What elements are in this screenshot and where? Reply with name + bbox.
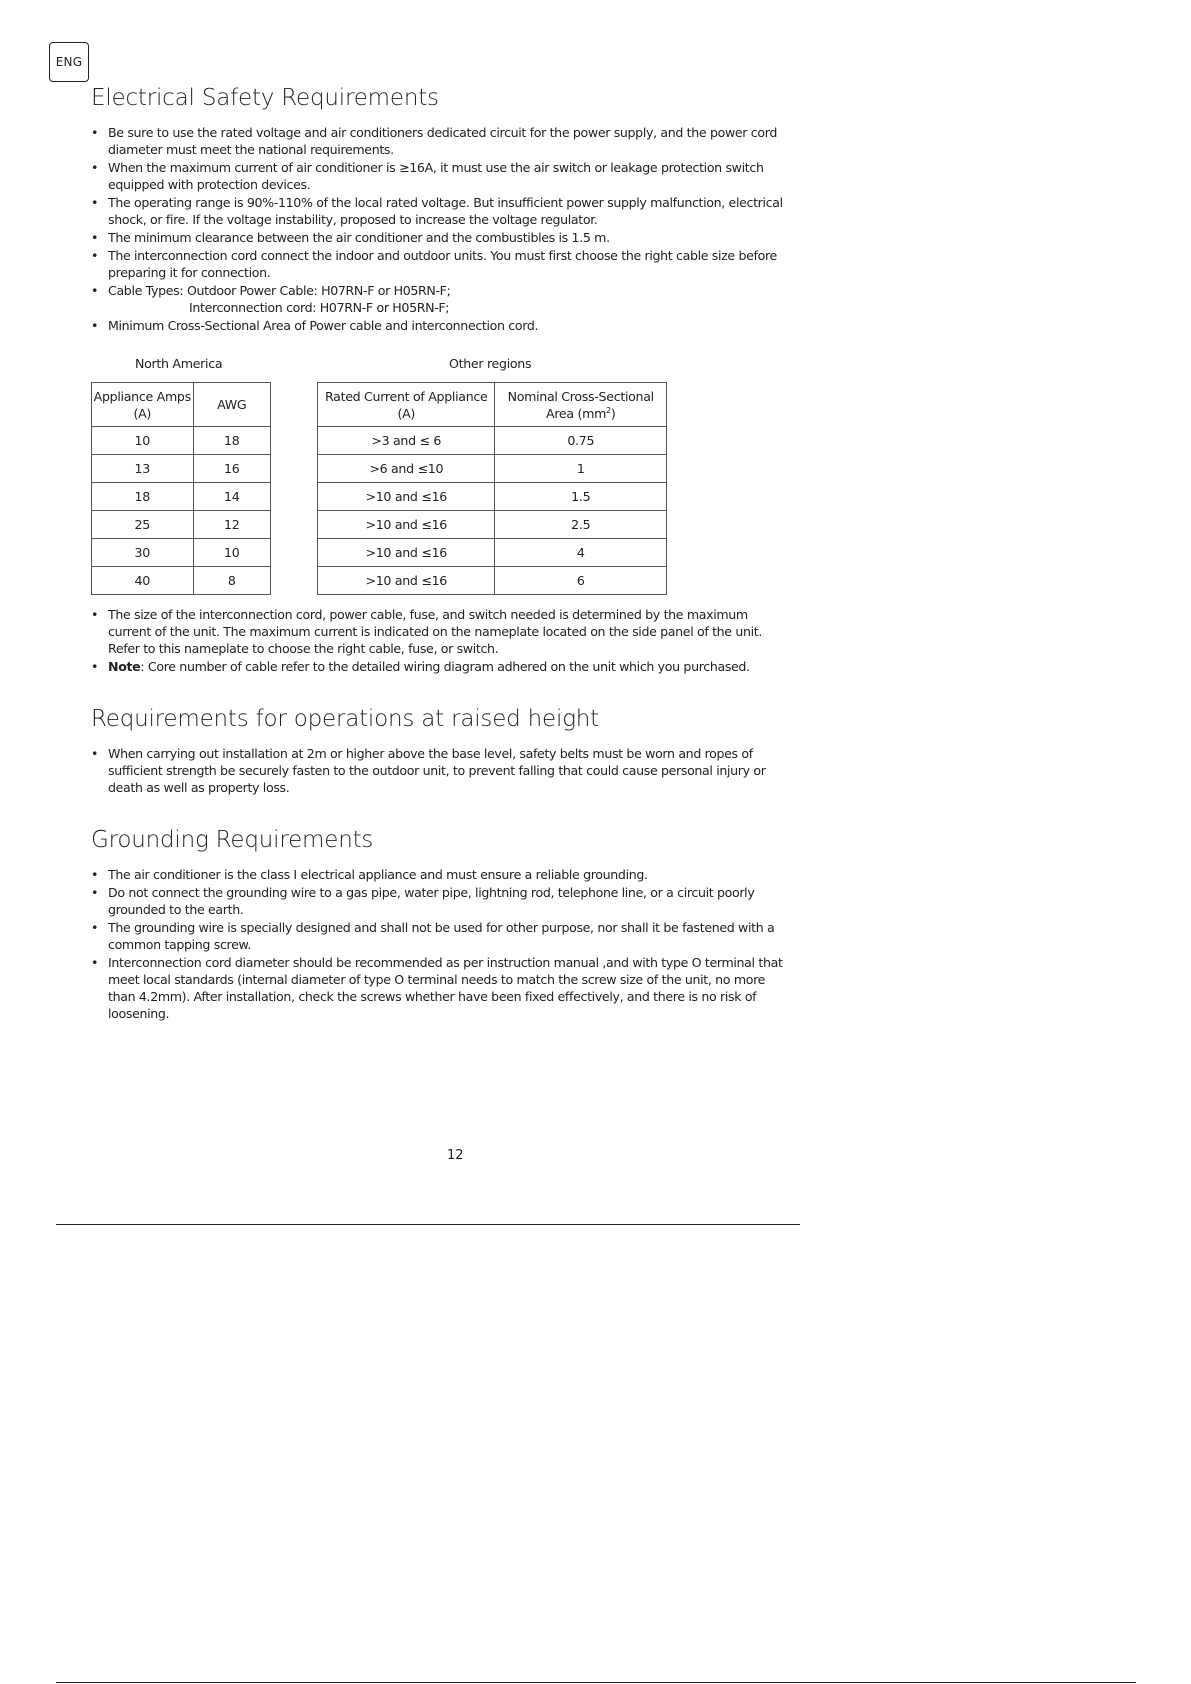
table-cell: 40 [92,567,194,595]
table-row [318,511,667,539]
header-cross-sectional-area [495,383,667,427]
north-america-table [91,382,271,595]
table-cell: >10 and ≤16 [318,511,495,539]
list-item: • The interconnection cord connect the indoor and outdoor units. You must first choose the right cable size before preparing it for connection. [91,247,791,281]
cable-types-line1: Cable Types: Outdoor Power Cable: H07RN-F or H05RN-F; [108,283,451,298]
list-item: • The size of the interconnection cord, power cable, fuse, and switch needed is determined by the maximum current of the unit. The maximum current is indicated on the nameplate located on the side panel of the unit. Refer to this nameplate to choose the right cable, fuse, or switch. [91,606,791,657]
list-item: • Interconnection cord diameter should be recommended as per instruction manual ,and with type O terminal that meet local standards (internal diameter of type O terminal needs to match the screw size of the unit, no more than 4.2mm). After installation, check the screws whether have been fixed effectively, and there is no risk of loosening. [91,954,791,1022]
other-regions-caption: Other regions [449,356,532,371]
table-cell: 10 [193,539,270,567]
header-awg: AWG [193,383,270,427]
table-row [318,455,667,483]
table-cell: 25 [92,511,194,539]
electrical-safety-list [91,124,791,334]
table-row [92,567,271,595]
table-cell: 16 [193,455,270,483]
table-cell: 18 [92,483,194,511]
table-row [92,539,271,567]
cable-notes-list [91,606,791,675]
table-cell: >10 and ≤16 [318,483,495,511]
note-text: : Core number of cable refer to the detailed wiring diagram adhered on the unit which you purchased. [140,659,750,674]
table-row [92,427,271,455]
list-item: • When carrying out installation at 2m or higher above the base level, safety belts must be worn and ropes of sufficient strength be securely fasten to the outdoor unit, to prevent falling that could cause personal injury or death as well as property loss. [91,745,791,796]
page-number: 12 [447,1148,464,1163]
cable-tables [91,356,791,606]
table-cell: 18 [193,427,270,455]
page-divider [56,1224,800,1225]
table-cell: 4 [495,539,667,567]
table-cell: >10 and ≤16 [318,539,495,567]
table-header-row [92,383,271,427]
table-cell: 1.5 [495,483,667,511]
list-item: • The grounding wire is specially designed and shall not be used for other purpose, nor shall it be fastened with a common tapping screw. [91,919,791,953]
grounding-section [91,826,791,1022]
table-cell: >3 and ≤ 6 [318,427,495,455]
electrical-safety-title: Electrical Safety Requirements [91,85,439,111]
header-area-sup: 2 [606,405,611,415]
header-area-close: ) [610,405,616,421]
table-row [318,483,667,511]
list-item: • The air conditioner is the class I electrical appliance and must ensure a reliable grounding. [91,866,791,883]
list-item: • Be sure to use the rated voltage and air conditioners dedicated circuit for the power supply, and the power cord diameter must meet the national requirements. [91,124,791,158]
page-content [91,84,791,1023]
table-row [318,427,667,455]
table-cell: 14 [193,483,270,511]
header-appliance-amps: Appliance Amps (A) [92,383,194,427]
table-cell: 10 [92,427,194,455]
list-item: • The minimum clearance between the air conditioner and the combustibles is 1.5 m. [91,229,791,246]
table-cell: 0.75 [495,427,667,455]
note-label: Note [108,659,141,674]
table-header-row [318,383,667,427]
table-cell: >10 and ≤16 [318,567,495,595]
list-item: • When the maximum current of air conditioner is ≥16A, it must use the air switch or leakage protection switch equipped with protection devices. [91,159,791,193]
header-area-text: Nominal Cross-Sectional Area (mm [507,388,654,421]
list-item: • The operating range is 90%-110% of the local rated voltage. But insufficient power supply malfunction, electrical shock, or fire. If the voltage instability, proposed to increase the voltage regulator. [91,194,791,228]
bottom-divider [56,1682,1136,1683]
header-rated-current: Rated Current of Appliance (A) [318,383,495,427]
table-cell: >6 and ≤10 [318,455,495,483]
grounding-title: Grounding Requirements [91,827,374,853]
table-row [92,483,271,511]
table-cell: 13 [92,455,194,483]
raised-height-section [91,705,791,796]
list-item-note [91,658,791,675]
table-cell: 12 [193,511,270,539]
cable-types-line2: Interconnection cord: H07RN-F or H05RN-F; [189,300,450,315]
list-item-cable-types [91,282,791,316]
north-america-caption: North America [135,356,223,371]
table-row [318,567,667,595]
table-cell: 1 [495,455,667,483]
table-row [318,539,667,567]
electrical-safety-section [91,84,791,334]
language-badge: ENG [49,42,89,82]
list-item: • Minimum Cross-Sectional Area of Power cable and interconnection cord. [91,317,791,334]
raised-height-list [91,745,791,796]
table-row [92,455,271,483]
raised-height-title: Requirements for operations at raised height [91,706,599,732]
table-cell: 6 [495,567,667,595]
list-item: • Do not connect the grounding wire to a gas pipe, water pipe, lightning rod, telephone line, or a circuit poorly grounded to the earth. [91,884,791,918]
table-cell: 8 [193,567,270,595]
table-cell: 30 [92,539,194,567]
grounding-list [91,866,791,1022]
table-row [92,511,271,539]
other-regions-table [317,382,667,595]
table-cell: 2.5 [495,511,667,539]
